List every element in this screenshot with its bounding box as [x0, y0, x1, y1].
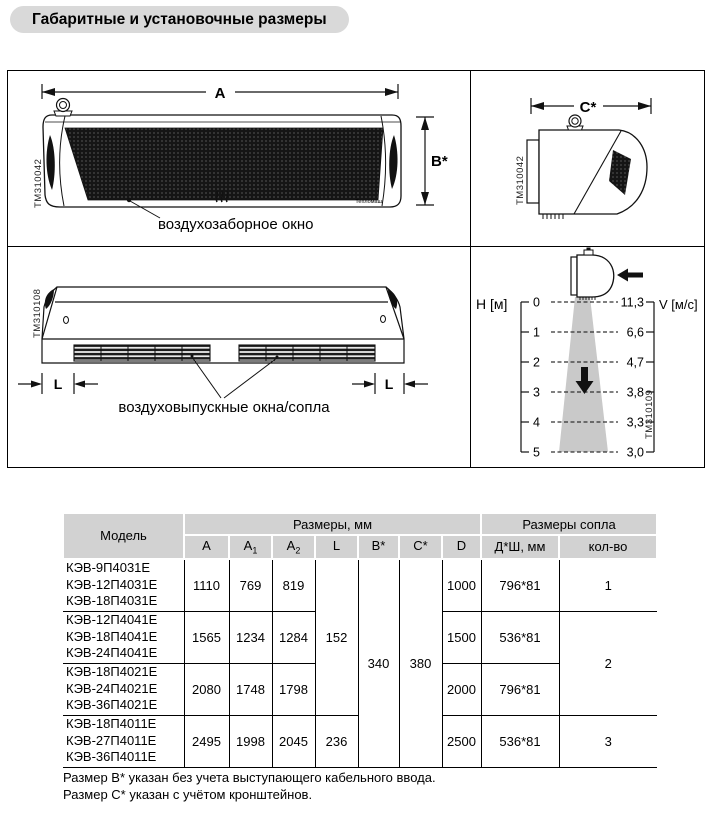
value-l: 152 — [315, 559, 358, 716]
dimensions-table — [62, 512, 658, 768]
value-b: 340 — [358, 559, 399, 768]
svg-text:11,3: 11,3 — [620, 295, 644, 310]
value-a1: 1998 — [229, 715, 272, 767]
value-nozzle: 796*81 — [481, 663, 559, 715]
airflow-diagram — [471, 247, 703, 464]
dim-c-label: C* — [579, 99, 597, 116]
model-cell: КЭВ-18П4011Е КЭВ-27П4011Е КЭВ-36П4011Е — [63, 715, 184, 767]
svg-text:4,7: 4,7 — [626, 355, 644, 370]
col-header-model: Модель — [63, 513, 184, 559]
svg-text:1: 1 — [533, 325, 540, 340]
group-header-nozzle: Размеры сопла — [481, 513, 657, 535]
col-header-a1: $A_1$ — [229, 535, 272, 559]
svg-text:3: 3 — [533, 385, 540, 400]
value-d: 2500 — [442, 715, 481, 767]
airflow-diagram-panel — [471, 247, 704, 467]
col-header-nozzle-count: кол-во — [559, 535, 657, 559]
model-cell: КЭВ-18П4021Е КЭВ-24П4021Е КЭВ-36П4021Е — [63, 663, 184, 715]
dim-a-label: A — [214, 85, 226, 102]
page-title: Габаритные и установочные размеры — [10, 6, 349, 33]
svg-text:3,3: 3,3 — [626, 415, 644, 430]
drawing-code: ТМ310109 — [644, 389, 655, 439]
bottom-view-panel — [8, 247, 471, 467]
col-header-d: D — [442, 535, 481, 559]
col-header-l: L — [315, 535, 358, 559]
col-header-b: B* — [358, 535, 399, 559]
value-nozzle: 536*81 — [481, 715, 559, 767]
svg-text:2: 2 — [533, 355, 540, 370]
dim-l-left-label: L — [53, 376, 63, 392]
outlet-callout: воздуховыпускные окна/сопла — [118, 399, 330, 416]
brand-logo: Тепломаш — [355, 199, 382, 205]
model-cell: КЭВ-12П4041Е КЭВ-18П4041Е КЭВ-24П4041Е — [63, 611, 184, 663]
mounting-bracket — [527, 140, 539, 203]
svg-text:4: 4 — [533, 415, 540, 430]
value-a2: 2045 — [272, 715, 315, 767]
drawing-code: ТМ310042 — [515, 155, 526, 205]
unit-icon — [571, 248, 614, 301]
table-row — [63, 559, 657, 612]
front-view-panel — [8, 71, 471, 247]
value-a1: 1234 — [229, 611, 272, 663]
value-a: 1110 — [184, 559, 229, 612]
value-d: 1000 — [442, 559, 481, 612]
model-cell: КЭВ-9П4031Е КЭВ-12П4031Е КЭВ-18П4031Е — [63, 559, 184, 612]
footnote-c: Размер С* указан с учётом кронштейнов. — [63, 787, 313, 802]
arrowhead-right — [385, 88, 398, 96]
dim-l-right-label: L — [384, 376, 394, 392]
col-header-c: C* — [399, 535, 442, 559]
value-d: 1500 — [442, 611, 481, 663]
svg-text:3,8: 3,8 — [626, 385, 644, 400]
outlet-grille-right — [239, 345, 375, 361]
value-a: 1565 — [184, 611, 229, 663]
h-axis-label: Н [м] — [476, 296, 508, 312]
col-header-a2: $A_2$ — [272, 535, 315, 559]
bottom-view-drawing — [8, 247, 471, 464]
bottom-comb — [543, 214, 563, 219]
front-view-drawing — [8, 71, 471, 247]
value-l: 236 — [315, 715, 358, 767]
svg-text:0: 0 — [533, 295, 540, 310]
col-header-nozzle-size: Д*Ш, мм — [481, 535, 559, 559]
value-a2: 819 — [272, 559, 315, 612]
value-a1: 769 — [229, 559, 272, 612]
value-count: 3 — [559, 715, 657, 767]
v-axis-label: V [м/с] — [659, 297, 698, 312]
value-a1: 1748 — [229, 663, 272, 715]
cable-gland — [567, 115, 583, 130]
group-header-dimensions: Размеры, мм — [184, 513, 481, 535]
drawing-code: ТМ310042 — [33, 158, 44, 208]
value-a: 2495 — [184, 715, 229, 767]
value-nozzle: 536*81 — [481, 611, 559, 663]
h-axis — [521, 302, 529, 452]
value-d: 2000 — [442, 663, 481, 715]
svg-text:3,0: 3,0 — [626, 445, 644, 460]
value-count: 1 — [559, 559, 657, 612]
dim-b-label: B* — [431, 153, 448, 170]
svg-text:5: 5 — [533, 445, 540, 460]
value-count: 2 — [559, 611, 657, 715]
arrowhead-left — [42, 88, 55, 96]
svg-text:6,6: 6,6 — [626, 325, 644, 340]
h-tick-labels — [533, 296, 540, 460]
outlet-grille-left — [74, 345, 210, 361]
footnote-b: Размер В* указан без учета выступающего кабельного ввода. — [63, 770, 436, 785]
drawing-code: ТМ310108 — [32, 288, 43, 338]
value-c: 380 — [399, 559, 442, 768]
value-nozzle: 796*81 — [481, 559, 559, 612]
value-a: 2080 — [184, 663, 229, 715]
value-a2: 1284 — [272, 611, 315, 663]
side-view-drawing — [471, 71, 703, 247]
side-view-panel — [471, 71, 704, 247]
intake-callout: воздухозаборное окно — [158, 216, 314, 233]
col-header-a: A — [184, 535, 229, 559]
v-tick-labels — [621, 296, 644, 460]
footnotes — [63, 769, 436, 803]
intake-grille — [65, 128, 383, 200]
cable-gland — [54, 99, 72, 117]
side-body-outline — [539, 130, 647, 214]
drawings-panel — [7, 70, 705, 468]
value-a2: 1798 — [272, 663, 315, 715]
intake-arrow-icon — [617, 269, 643, 282]
